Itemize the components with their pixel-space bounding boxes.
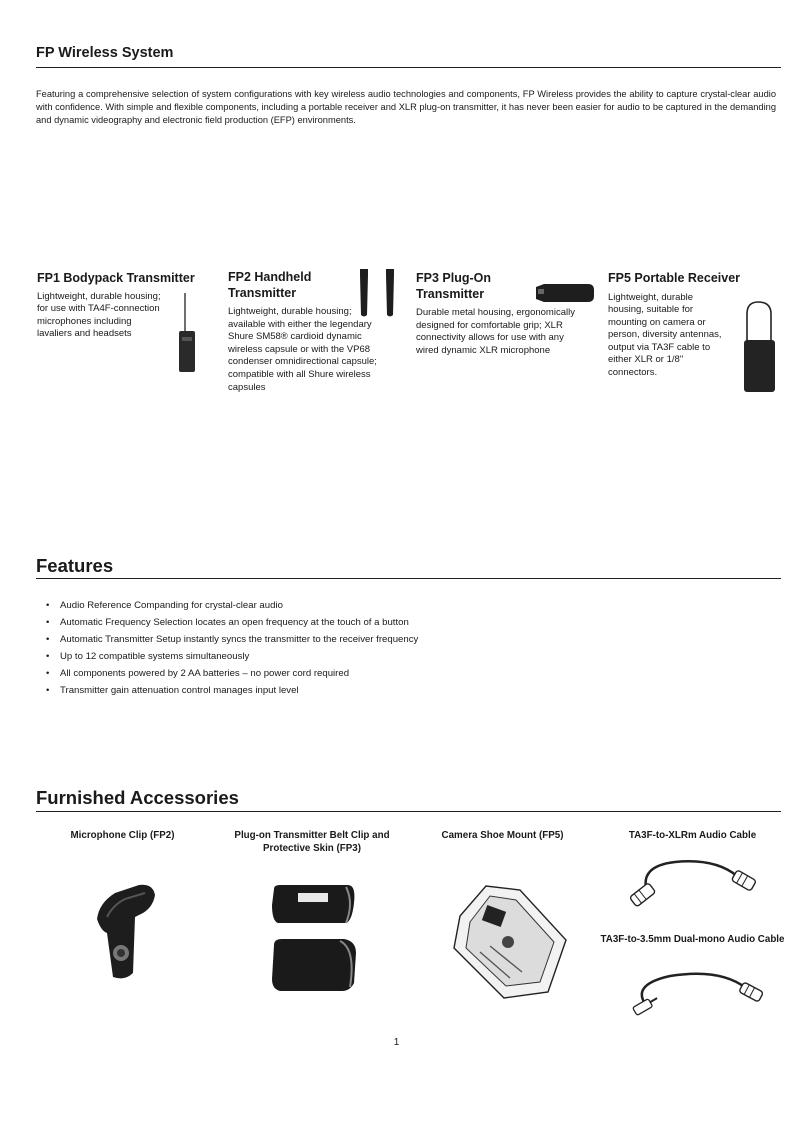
page-number: 1 — [393, 1037, 400, 1048]
mini-jack-cable-icon — [630, 968, 764, 1020]
accessories-heading: Furnished Accessories — [36, 787, 239, 808]
product-title: FP2 Handheld Transmitter — [228, 270, 312, 300]
plug-on-transmitter-icon — [534, 279, 596, 303]
belt-clip-icon — [270, 883, 358, 993]
product-description: Lightweight, durable housing; available with either the legendary Shure SM58® cardioid dynamic wireless capsule or with the VP68 condenser omnidirectional capsule; compatible with all Shure wireless capsules — [228, 306, 377, 393]
list-item: • Transmitter gain attenuation control manages input level — [46, 685, 299, 696]
list-item: • All components powered by 2 AA batteries – no power cord required — [46, 668, 350, 679]
handheld-microphone-icon — [356, 267, 400, 319]
features-list — [46, 599, 418, 701]
product-description: Durable metal housing, ergonomically designed for comfortable grip; XLR connectivity allows for use with any wired dynamic XLR microphone — [416, 307, 575, 356]
accessories-divider — [36, 811, 781, 812]
product-title: FP5 Portable Receiver — [608, 271, 741, 285]
section-title: FP Wireless System — [36, 45, 174, 61]
header-divider — [36, 67, 781, 68]
accessory-title: Plug-on Transmitter Belt Clip and Protective Skin (FP3) — [234, 830, 390, 854]
list-item: • Automatic Transmitter Setup instantly syncs the transmitter to the receiver frequency — [46, 634, 419, 645]
product-description: Lightweight, durable housing; for use with TA4F-connection microphones including lavaliers and headsets — [37, 290, 161, 340]
product-title: FP3 Plug-On Transmitter — [416, 271, 491, 301]
accessory-title: Camera Shoe Mount (FP5) — [441, 830, 564, 841]
list-item: • Audio Reference Companding for crystal-clear audio — [46, 600, 283, 611]
product-description: Lightweight, durable housing, suitable for mounting on camera or person, diversity antennas, output via TA3F cable to either XLR or 1/8" connectors. — [608, 291, 722, 379]
intro-paragraph: Featuring a comprehensive selection of system configurations with key wireless audio technologies and components, FP Wireless provides the ability to capture crystal-clear audio with confidence. With simple and flexible components, including a portable receiver and XLR plug-on transmitter, it has never been easier for audio to be captured in the demanding and dynamic videography and electronic field production (EFP) environments. — [36, 89, 776, 125]
accessory-title: TA3F-to-XLRm Audio Cable — [628, 830, 757, 841]
camera-shoe-mount-icon — [450, 882, 570, 1000]
features-heading: Features — [36, 555, 114, 576]
portable-receiver-icon — [740, 300, 780, 394]
bodypack-transmitter-icon — [176, 293, 198, 375]
list-item: • Up to 12 compatible systems simultaneously — [46, 651, 250, 662]
accessory-title: TA3F-to-3.5mm Dual-mono Audio Cable — [600, 934, 785, 945]
microphone-clip-icon — [95, 883, 159, 983]
list-item: • Automatic Frequency Selection locates an open frequency at the touch of a button — [46, 617, 409, 628]
features-divider — [36, 578, 781, 579]
accessory-title: Microphone Clip (FP2) — [70, 830, 175, 841]
xlr-cable-icon — [625, 852, 759, 910]
product-title: FP1 Bodypack Transmitter — [37, 271, 195, 285]
